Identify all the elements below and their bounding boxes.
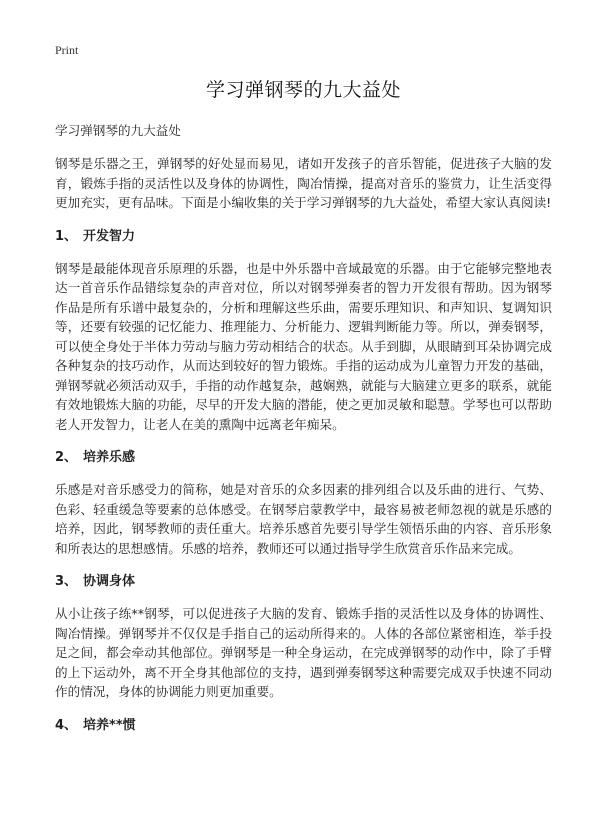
document-subtitle: 学习弹钢琴的九大益处	[55, 123, 181, 138]
section-title: 开发智力	[83, 228, 136, 244]
intro-paragraph: 钢琴是乐器之王，弹钢琴的好处显而易见，诸如开发孩子的音乐智能，促进孩子大脑的发育，锻炼手指的灵活性以及身体的协调性，陶冶情操，提高对音乐的鉴赏力，让生活变得更加充实，更有品味。下面是小编收集的关于学习弹钢琴的九大益处，希望大家认真阅读!	[55, 156, 552, 210]
section-title: 培养**惯	[83, 717, 136, 733]
section-number: 2、	[55, 450, 78, 465]
section-body-1: 钢琴是最能体现音乐原理的乐器，也是中外乐器中音域最宽的乐器。由于它能够完整地表达一首音乐作品错综复杂的声音对位，所以对钢琴弹奏者的智力开发很有帮助。因为钢琴作品是所有乐谱中最复杂的，分析和理解这些乐曲，需要乐理知识、和声知识、复调知识等，还要有较强的记忆能力、推理能力、分析能力、逻辑判断能力等。所以，弹奏钢琴，可以使全身处于半体力劳动与脑力劳动相结合的状态。从手到脚，从眼睛到耳朵协调完成各种复杂的技巧动作，从而达到较好的智力锻炼。手指的运动成为儿童智力开发的基础，弹钢琴就必须活动双手，手指的动作越复杂，越娴熟，就能与大脑建立更多的联系，就能有效地锻炼大脑的功能，尽早的开发大脑的潜能，使之更加灵敏和聪慧。学琴也可以帮助老人开发智力，让老人在美的熏陶中远离老年痴呆。	[55, 260, 552, 432]
section-number: 4、	[55, 717, 78, 733]
section-number: 1、	[55, 228, 78, 244]
section-heading-2	[55, 449, 552, 467]
section-heading-1	[55, 228, 552, 246]
section-number: 3、	[55, 574, 78, 589]
document-title: 学习弹钢琴的九大益处	[205, 79, 401, 101]
section-heading-3	[55, 573, 552, 591]
print-link[interactable]: Print	[55, 43, 79, 57]
section-title: 培养乐感	[83, 450, 136, 465]
section-heading-4	[55, 717, 552, 735]
section-body-2: 乐感是对音乐感受力的简称，她是对音乐的众多因素的排列组合以及乐曲的进行、气势、色彩、轻重缓急等要素的总体感受。在钢琴启蒙教学中，最容易被老师忽视的就是乐感的培养，因此，钢琴教师的责任重大。培养乐感首先要引导学生领悟乐曲的内容、音乐形象和所表达的思想感情。乐感的培养，教师还可以通过指导学生欣赏音乐作品来完成。	[55, 482, 552, 556]
section-title: 协调身体	[83, 574, 136, 589]
section-body-3: 从小让孩子练**钢琴，可以促进孩子大脑的发育、锻炼手指的灵活性以及身体的协调性、陶冶情操。弹钢琴并不仅仅是手指自己的运动所得来的。人体的各部位紧密相连，举手投足之间，都会牵动其他部位。弹钢琴是一种全身运动，在完成弹钢琴的动作中，除了手臂的上下运动外，离不开全身其他部位的支持，遇到弹奏钢琴这种需要完成双手快速不同动作的情况，身体的协调能力则更加重要。	[55, 606, 552, 699]
